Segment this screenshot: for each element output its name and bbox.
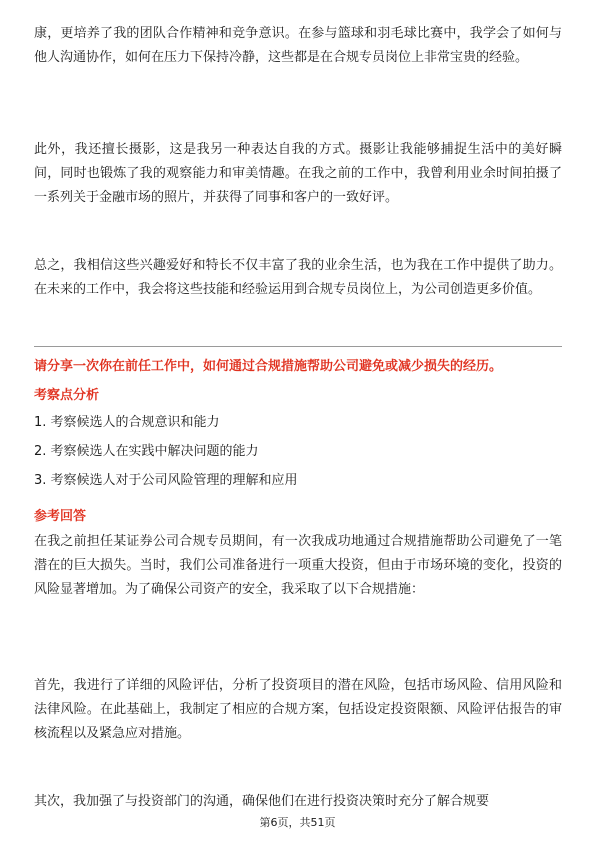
assessment-item-3: 3. 考察候选人对于公司风险管理的理解和应用 xyxy=(34,473,298,488)
intro-paragraph-1: 康，更培养了我的团队合作精神和竞争意识。在参与篮球和羽毛球比赛中，我学会了如何与他人沟通协作，如何在压力下保持冷静，这些都是在合规专员岗位上非常宝贵的经验。 xyxy=(34,26,562,65)
answer-paragraph-3: 其次，我加强了与投资部门的沟通，确保他们在进行投资决策时充分了解合规要 xyxy=(34,794,490,809)
assessment-item-2: 2. 考察候选人在实践中解决问题的能力 xyxy=(34,444,259,459)
assessment-title: 考察点分析 xyxy=(34,388,100,403)
intro-paragraph-2: 此外，我还擅长摄影，这是我另一种表达自我的方式。摄影让我能够捕捉生活中的美好瞬间，同时也锻炼了我的观察能力和审美情趣。在我之前的工作中，我曾利用业余时间拍摄了一系列关于金融市场的照片，并获得了同事和客户的一致好评。 xyxy=(34,142,562,205)
answer-paragraph-1: 在我之前担任某证券公司合规专员期间，有一次我成功地通过合规措施帮助公司避免了一笔潜在的巨大损失。当时，我们公司准备进行一项重大投资，但由于市场环境的变化，投资的风险显著增加。为了确保公司资产的安全，我采取了以下合规措施： xyxy=(34,534,562,597)
intro-paragraph-3: 总之，我相信这些兴趣爱好和特长不仅丰富了我的业余生活，也为我在工作中提供了助力。在未来的工作中，我会将这些技能和经验运用到合规专员岗位上，为公司创造更多价值。 xyxy=(34,258,562,297)
interview-question: 请分享一次你在前任工作中，如何通过合规措施帮助公司避免或减少损失的经历。 xyxy=(34,359,503,374)
answer-title: 参考回答 xyxy=(34,509,87,524)
page-footer: 第6页，共51页 xyxy=(259,816,336,829)
assessment-item-1: 1. 考察候选人的合规意识和能力 xyxy=(34,415,220,430)
section-divider xyxy=(34,346,562,347)
answer-paragraph-2: 首先，我进行了详细的风险评估，分析了投资项目的潜在风险，包括市场风险、信用风险和法律风险。在此基础上，我制定了相应的合规方案，包括设定投资限额、风险评估报告的审核流程以及紧急应对措施。 xyxy=(34,678,562,741)
